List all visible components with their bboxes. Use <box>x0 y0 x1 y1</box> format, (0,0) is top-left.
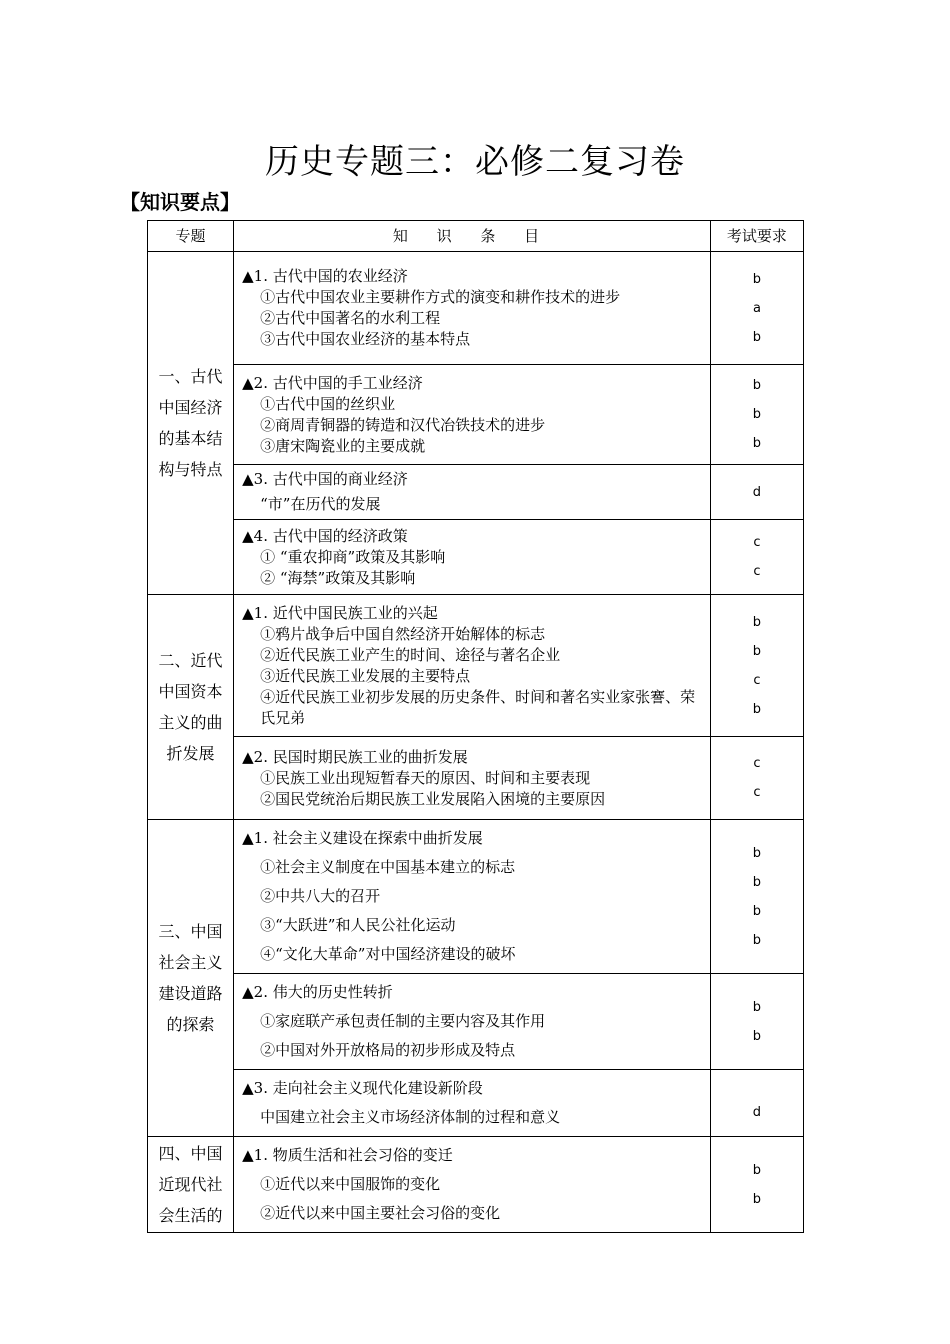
requirement-value: b <box>752 1162 762 1178</box>
list-item: ②近代以来中国主要社会习俗的变化 <box>260 1204 501 1222</box>
requirement-cell <box>710 1137 803 1233</box>
list-item: ①鸦片战争后中国自然经济开始解体的标志 <box>260 624 546 643</box>
header-topic: 专题 <box>148 221 234 252</box>
requirement-value: d <box>752 484 762 500</box>
page-title: 历史专题三：必修二复习卷 <box>265 142 685 182</box>
list-item: 中国建立社会主义市场经济体制的过程和意义 <box>260 1108 561 1126</box>
topic-cell: 一、古代中国经济的基本结构与特点 <box>148 252 234 595</box>
list-item: ②古代中国著名的水利工程 <box>260 309 441 327</box>
requirement-value: b <box>752 329 762 345</box>
requirement-value: b <box>752 271 762 287</box>
table-row <box>148 252 804 365</box>
item-group <box>234 1137 711 1233</box>
item-group <box>234 365 711 465</box>
requirement-value: b <box>752 436 762 451</box>
requirement-value: c <box>753 785 761 800</box>
list-item: ③唐宋陶瓷业的主要成就 <box>260 436 426 455</box>
header-requirement: 考试要求 <box>710 221 803 252</box>
table-row <box>148 1137 804 1233</box>
topic-cell: 二、近代中国资本主义的曲折发展 <box>148 595 234 820</box>
list-item: ③“大跃进”和人民公社化运动 <box>260 916 456 934</box>
requirement-value: b <box>752 932 762 948</box>
requirement-cell <box>710 737 803 820</box>
section-heading: 【知识要点】 <box>120 190 240 214</box>
item-group <box>234 595 711 737</box>
requirement-cell <box>710 974 803 1070</box>
group-heading: ▲2. 伟大的历史性转折 <box>242 983 393 1001</box>
table-row <box>148 737 804 820</box>
group-heading: ▲1. 社会主义建设在探索中曲折发展 <box>242 829 483 847</box>
list-item: ②中共八大的召开 <box>260 887 381 905</box>
list-item: ②中国对外开放格局的初步形成及特点 <box>260 1041 516 1059</box>
requirement-value: b <box>752 903 762 919</box>
item-group <box>234 737 711 820</box>
requirement-value: c <box>753 564 761 579</box>
knowledge-table <box>147 220 804 1233</box>
item-group <box>234 520 711 595</box>
list-item: ①社会主义制度在中国基本建立的标志 <box>260 858 516 876</box>
list-item: ①家庭联产承包责任制的主要内容及其作用 <box>260 1012 546 1030</box>
table-row <box>148 595 804 737</box>
requirement-value: b <box>752 407 762 422</box>
item-group <box>234 252 711 365</box>
table-row <box>148 520 804 595</box>
table-row <box>148 820 804 974</box>
list-item: ②国民党统治后期民族工业发展陷入困境的主要原因 <box>260 789 606 808</box>
group-heading: ▲3. 古代中国的商业经济 <box>242 470 408 488</box>
requirement-cell <box>710 595 803 737</box>
list-item: ③近代民族工业发展的主要特点 <box>260 666 471 685</box>
requirement-cell <box>710 365 803 465</box>
list-item: ①古代中国的丝织业 <box>260 394 396 413</box>
topic-cell: 三、中国社会主义建设道路的探索 <box>148 820 234 1137</box>
requirement-value: b <box>752 845 762 861</box>
requirement-cell <box>710 465 803 520</box>
item-group <box>234 820 711 974</box>
requirement-cell <box>710 820 803 974</box>
list-item: ②商周青铜器的铸造和汉代冶铁技术的进步 <box>260 415 546 434</box>
topic-cell: 四、中国近现代社会生活的 <box>148 1137 234 1233</box>
list-item: ①民族工业出现短暂春天的原因、时间和主要表现 <box>260 768 591 787</box>
table-row <box>148 365 804 465</box>
requirement-value: c <box>753 672 761 688</box>
table-row <box>148 1070 804 1137</box>
list-item: ① “重农抑商”政策及其影响 <box>260 547 446 566</box>
requirement-value: c <box>753 535 761 550</box>
requirement-value: b <box>752 999 762 1015</box>
list-item: ④近代民族工业初步发展的历史条件、时间和著名实业家张謇、荣氏兄弟 <box>260 687 696 727</box>
list-item: “市”在历代的发展 <box>260 495 381 513</box>
requirement-value: b <box>752 643 762 659</box>
group-heading: ▲1. 古代中国的农业经济 <box>242 267 408 285</box>
list-item: ③古代中国农业经济的基本特点 <box>260 330 471 348</box>
requirement-value: b <box>752 874 762 890</box>
item-group <box>234 974 711 1070</box>
group-heading: ▲3. 走向社会主义现代化建设新阶段 <box>242 1079 483 1097</box>
requirement-cell <box>710 1070 803 1137</box>
list-item: ②近代民族工业产生的时间、途径与著名企业 <box>260 645 561 664</box>
table-header-row <box>148 221 804 252</box>
group-heading: ▲2. 古代中国的手工业经济 <box>242 373 423 392</box>
requirement-value: b <box>752 614 762 630</box>
list-item: ①近代以来中国服饰的变化 <box>260 1175 441 1193</box>
table-row <box>148 465 804 520</box>
group-heading: ▲4. 古代中国的经济政策 <box>242 526 408 545</box>
requirement-value: b <box>752 1028 762 1044</box>
group-heading: ▲1. 物质生活和社会习俗的变迁 <box>242 1146 453 1164</box>
item-group <box>234 465 711 520</box>
table-row <box>148 974 804 1070</box>
requirement-cell <box>710 520 803 595</box>
list-item: ①古代中国农业主要耕作方式的演变和耕作技术的进步 <box>260 288 621 306</box>
requirement-value: c <box>753 756 761 771</box>
requirement-value: d <box>752 1104 762 1120</box>
requirement-value: b <box>752 1191 762 1207</box>
group-heading: ▲1. 近代中国民族工业的兴起 <box>242 603 438 622</box>
requirement-value: b <box>752 701 762 717</box>
requirement-value: a <box>752 300 761 316</box>
requirement-value: b <box>752 378 762 393</box>
requirement-cell <box>710 252 803 365</box>
header-items: 知 识 条 目 <box>234 221 711 252</box>
list-item: ④“文化大革命”对中国经济建设的破坏 <box>260 945 516 963</box>
list-item: ② “海禁”政策及其影响 <box>260 568 416 587</box>
group-heading: ▲2. 民国时期民族工业的曲折发展 <box>242 747 468 766</box>
item-group <box>234 1070 711 1137</box>
